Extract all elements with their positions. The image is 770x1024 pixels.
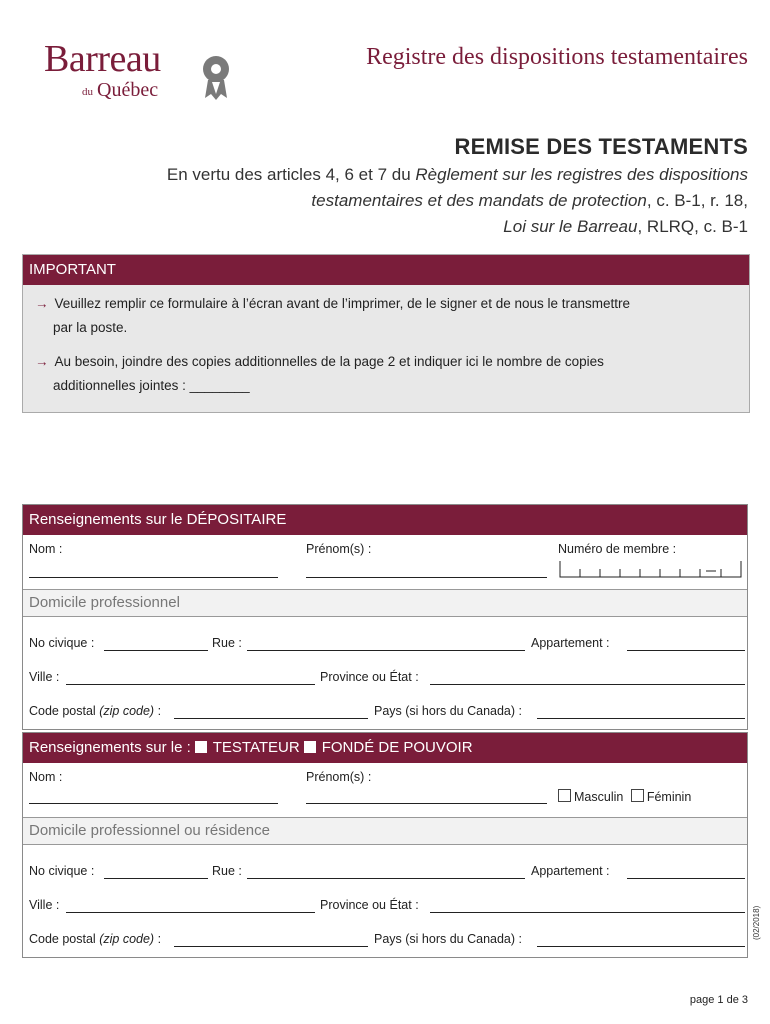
province-field[interactable] xyxy=(430,912,745,913)
pays-label: Pays (si hors du Canada) : xyxy=(374,704,522,718)
important-panel xyxy=(22,254,750,413)
feminin-checkbox[interactable] xyxy=(631,789,644,802)
code-postal-field[interactable] xyxy=(174,718,368,719)
numero-membre-label: Numéro de membre : xyxy=(558,542,677,556)
nom-field[interactable] xyxy=(29,577,278,578)
province-field[interactable] xyxy=(430,684,745,685)
nom-label: Nom : xyxy=(29,542,63,556)
important-item-2: → Au besoin, joindre des copies additionnelles de la page 2 et indiquer ici le nombre de copies additionnelles jointes : ________ xyxy=(35,354,604,393)
numero-membre-field[interactable] xyxy=(558,561,743,579)
testateur-section xyxy=(22,732,748,958)
rue-label: Rue : xyxy=(212,636,242,650)
prenom-field[interactable] xyxy=(306,803,547,804)
no-civique-field[interactable] xyxy=(104,878,208,879)
rue-label: Rue : xyxy=(212,864,242,878)
testateur-checkbox[interactable] xyxy=(195,741,207,753)
page-number: page 1 de 3 xyxy=(689,994,748,1006)
ville-label: Ville : xyxy=(29,670,60,684)
code-postal-label: Code postal (zip code) : xyxy=(29,932,162,946)
prenom-label: Prénom(s) : xyxy=(306,542,372,556)
document-subtitle: En vertu des articles 4, 6 et 7 du Règlement sur les registres des dispositions testamentaires et des mandats de protection, c. B-1, r. 18, Loi sur le Barreau, RLRQ, c. B-1 xyxy=(166,165,748,236)
logo-du-text: du xyxy=(82,86,93,98)
pays-field[interactable] xyxy=(537,946,745,947)
ville-label: Ville : xyxy=(29,898,60,912)
code-postal-label: Code postal (zip code) : xyxy=(29,704,162,718)
logo-barreau-text: Barreau xyxy=(44,38,161,80)
nom-label: Nom : xyxy=(29,770,63,784)
appartement-field[interactable] xyxy=(627,878,745,879)
prenom-label: Prénom(s) : xyxy=(306,770,372,784)
province-label: Province ou État : xyxy=(320,898,419,912)
document-title: REMISE DES TESTAMENTS xyxy=(454,134,748,159)
important-heading: IMPORTANT xyxy=(23,255,749,285)
arrow-right-icon: → xyxy=(35,354,49,369)
pays-field[interactable] xyxy=(537,718,745,719)
testateur-heading: Renseignements sur le : TESTATEUR FONDÉ DE POUVOIR xyxy=(23,733,747,763)
ville-field[interactable] xyxy=(66,684,315,685)
province-label: Province ou État : xyxy=(320,670,419,684)
pays-label: Pays (si hors du Canada) : xyxy=(374,932,522,946)
appartement-label: Appartement : xyxy=(531,636,610,650)
logo-quebec-text: Québec xyxy=(97,79,159,101)
ville-field[interactable] xyxy=(66,912,315,913)
arrow-right-icon: → xyxy=(35,296,49,311)
masculin-checkbox[interactable] xyxy=(558,789,571,802)
depositaire-heading: Renseignements sur le DÉPOSITAIRE xyxy=(23,505,747,535)
rue-field[interactable] xyxy=(247,878,525,879)
appartement-label: Appartement : xyxy=(531,864,610,878)
no-civique-label: No civique : xyxy=(29,636,95,650)
no-civique-field[interactable] xyxy=(104,650,208,651)
depositaire-section xyxy=(22,504,748,730)
barreau-logo-icon xyxy=(196,52,236,104)
important-item-1: → Veuillez remplir ce formulaire à l’écran avant de l’imprimer, de le signer et de nous le transmettre par la poste. xyxy=(35,296,631,335)
revision-date: (02/2018) xyxy=(752,905,761,940)
header-title: Registre des dispositions testamentaires xyxy=(366,44,748,70)
fonde-pouvoir-checkbox[interactable] xyxy=(304,741,316,753)
domicile-residence-heading: Domicile professionnel ou résidence xyxy=(23,817,747,845)
appartement-field[interactable] xyxy=(627,650,745,651)
domicile-professionnel-heading: Domicile professionnel xyxy=(23,589,747,617)
nom-field[interactable] xyxy=(29,803,278,804)
no-civique-label: No civique : xyxy=(29,864,95,878)
code-postal-field[interactable] xyxy=(174,946,368,947)
rue-field[interactable] xyxy=(247,650,525,651)
sexe-options: Masculin Féminin xyxy=(558,789,691,804)
prenom-field[interactable] xyxy=(306,577,547,578)
